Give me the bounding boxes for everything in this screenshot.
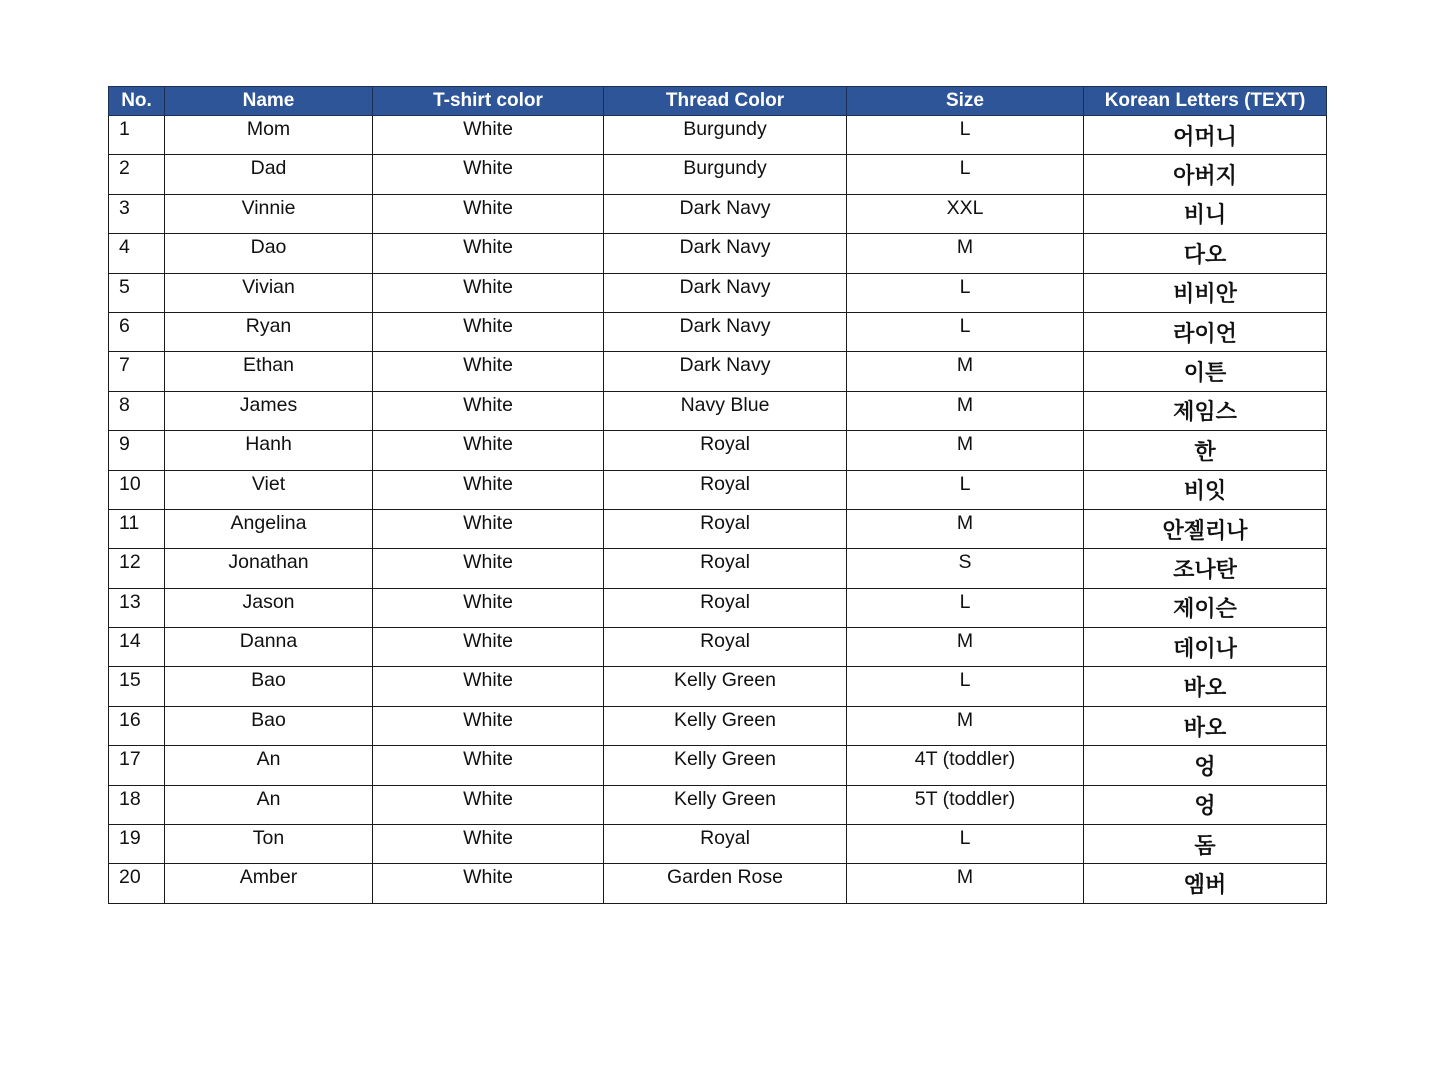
cell-size: L [847,273,1084,312]
cell-no: 2 [109,155,165,194]
header-tshirt-color: T-shirt color [373,87,604,116]
cell-korean: 한 [1084,431,1327,470]
cell-tshirt-color: White [373,194,604,233]
cell-size: L [847,116,1084,155]
tshirt-order-table [108,86,1327,904]
header-no: No. [109,87,165,116]
cell-no: 15 [109,667,165,706]
table-row [109,628,1327,667]
cell-korean: 엉 [1084,746,1327,785]
cell-tshirt-color: White [373,273,604,312]
cell-korean: 바오 [1084,706,1327,745]
cell-korean: 비잇 [1084,470,1327,509]
cell-no: 11 [109,509,165,548]
cell-korean: 아버지 [1084,155,1327,194]
cell-name: Vivian [165,273,373,312]
table-row [109,746,1327,785]
cell-tshirt-color: White [373,706,604,745]
cell-tshirt-color: White [373,509,604,548]
table-row [109,194,1327,233]
cell-size: L [847,667,1084,706]
table-row [109,864,1327,903]
table-row [109,431,1327,470]
cell-name: An [165,746,373,785]
cell-name: Ryan [165,312,373,351]
cell-name: Ethan [165,352,373,391]
cell-name: Jonathan [165,549,373,588]
header-size: Size [847,87,1084,116]
cell-tshirt-color: White [373,431,604,470]
cell-name: Danna [165,628,373,667]
cell-thread-color: Royal [604,470,847,509]
cell-no: 12 [109,549,165,588]
header-thread-color: Thread Color [604,87,847,116]
cell-thread-color: Dark Navy [604,312,847,351]
cell-korean: 엠버 [1084,864,1327,903]
cell-name: Mom [165,116,373,155]
cell-size: M [847,628,1084,667]
cell-thread-color: Dark Navy [604,273,847,312]
cell-thread-color: Royal [604,509,847,548]
cell-no: 7 [109,352,165,391]
cell-tshirt-color: White [373,470,604,509]
cell-thread-color: Royal [604,825,847,864]
cell-no: 19 [109,825,165,864]
cell-no: 13 [109,588,165,627]
cell-no: 9 [109,431,165,470]
cell-size: M [847,352,1084,391]
cell-size: S [847,549,1084,588]
cell-no: 6 [109,312,165,351]
cell-tshirt-color: White [373,352,604,391]
cell-no: 16 [109,706,165,745]
cell-name: Angelina [165,509,373,548]
cell-korean: 비비안 [1084,273,1327,312]
cell-size: M [847,431,1084,470]
cell-thread-color: Burgundy [604,116,847,155]
cell-korean: 제이슨 [1084,588,1327,627]
cell-size: L [847,470,1084,509]
cell-korean: 엉 [1084,785,1327,824]
table-row [109,549,1327,588]
cell-no: 18 [109,785,165,824]
cell-size: L [847,312,1084,351]
cell-tshirt-color: White [373,785,604,824]
cell-thread-color: Royal [604,628,847,667]
table-row [109,470,1327,509]
cell-korean: 어머니 [1084,116,1327,155]
cell-korean: 제임스 [1084,391,1327,430]
cell-korean: 바오 [1084,667,1327,706]
cell-thread-color: Royal [604,549,847,588]
cell-no: 17 [109,746,165,785]
cell-name: An [165,785,373,824]
table-row [109,312,1327,351]
cell-tshirt-color: White [373,825,604,864]
table-row [109,391,1327,430]
cell-tshirt-color: White [373,667,604,706]
cell-korean: 비니 [1084,194,1327,233]
cell-tshirt-color: White [373,746,604,785]
table-row [109,785,1327,824]
cell-no: 14 [109,628,165,667]
cell-name: Bao [165,667,373,706]
table-row [109,273,1327,312]
cell-thread-color: Navy Blue [604,391,847,430]
cell-tshirt-color: White [373,864,604,903]
cell-no: 1 [109,116,165,155]
cell-size: M [847,391,1084,430]
cell-thread-color: Burgundy [604,155,847,194]
table-body [109,116,1327,904]
cell-thread-color: Kelly Green [604,785,847,824]
table-row [109,234,1327,273]
cell-name: Hanh [165,431,373,470]
cell-korean: 돔 [1084,825,1327,864]
table-row [109,352,1327,391]
header-korean-letters: Korean Letters (TEXT) [1084,87,1327,116]
cell-thread-color: Kelly Green [604,667,847,706]
cell-name: Bao [165,706,373,745]
cell-thread-color: Royal [604,431,847,470]
cell-thread-color: Royal [604,588,847,627]
cell-name: Jason [165,588,373,627]
table-row [109,155,1327,194]
cell-tshirt-color: White [373,628,604,667]
table-row [109,116,1327,155]
cell-thread-color: Kelly Green [604,706,847,745]
cell-no: 8 [109,391,165,430]
cell-size: L [847,588,1084,627]
table-row [109,588,1327,627]
cell-name: Dad [165,155,373,194]
table-row [109,509,1327,548]
cell-korean: 다오 [1084,234,1327,273]
cell-name: Dao [165,234,373,273]
table-row [109,825,1327,864]
cell-tshirt-color: White [373,312,604,351]
cell-name: Amber [165,864,373,903]
cell-no: 4 [109,234,165,273]
cell-tshirt-color: White [373,549,604,588]
cell-name: Ton [165,825,373,864]
cell-size: L [847,825,1084,864]
cell-size: XXL [847,194,1084,233]
cell-thread-color: Kelly Green [604,746,847,785]
cell-korean: 조나탄 [1084,549,1327,588]
cell-korean: 이튼 [1084,352,1327,391]
cell-no: 10 [109,470,165,509]
cell-korean: 데이나 [1084,628,1327,667]
cell-thread-color: Dark Navy [604,194,847,233]
cell-thread-color: Dark Navy [604,234,847,273]
cell-size: M [847,864,1084,903]
cell-korean: 라이언 [1084,312,1327,351]
header-row [109,87,1327,116]
cell-no: 3 [109,194,165,233]
cell-thread-color: Dark Navy [604,352,847,391]
header-name: Name [165,87,373,116]
cell-size: M [847,706,1084,745]
table-row [109,667,1327,706]
cell-size: M [847,509,1084,548]
cell-thread-color: Garden Rose [604,864,847,903]
cell-size: 4T (toddler) [847,746,1084,785]
cell-size: L [847,155,1084,194]
order-sheet [108,86,1326,904]
cell-korean: 안젤리나 [1084,509,1327,548]
cell-no: 20 [109,864,165,903]
cell-name: Viet [165,470,373,509]
table-row [109,706,1327,745]
cell-tshirt-color: White [373,234,604,273]
cell-tshirt-color: White [373,116,604,155]
cell-tshirt-color: White [373,391,604,430]
cell-name: James [165,391,373,430]
cell-no: 5 [109,273,165,312]
cell-size: M [847,234,1084,273]
cell-name: Vinnie [165,194,373,233]
cell-tshirt-color: White [373,155,604,194]
cell-size: 5T (toddler) [847,785,1084,824]
cell-tshirt-color: White [373,588,604,627]
